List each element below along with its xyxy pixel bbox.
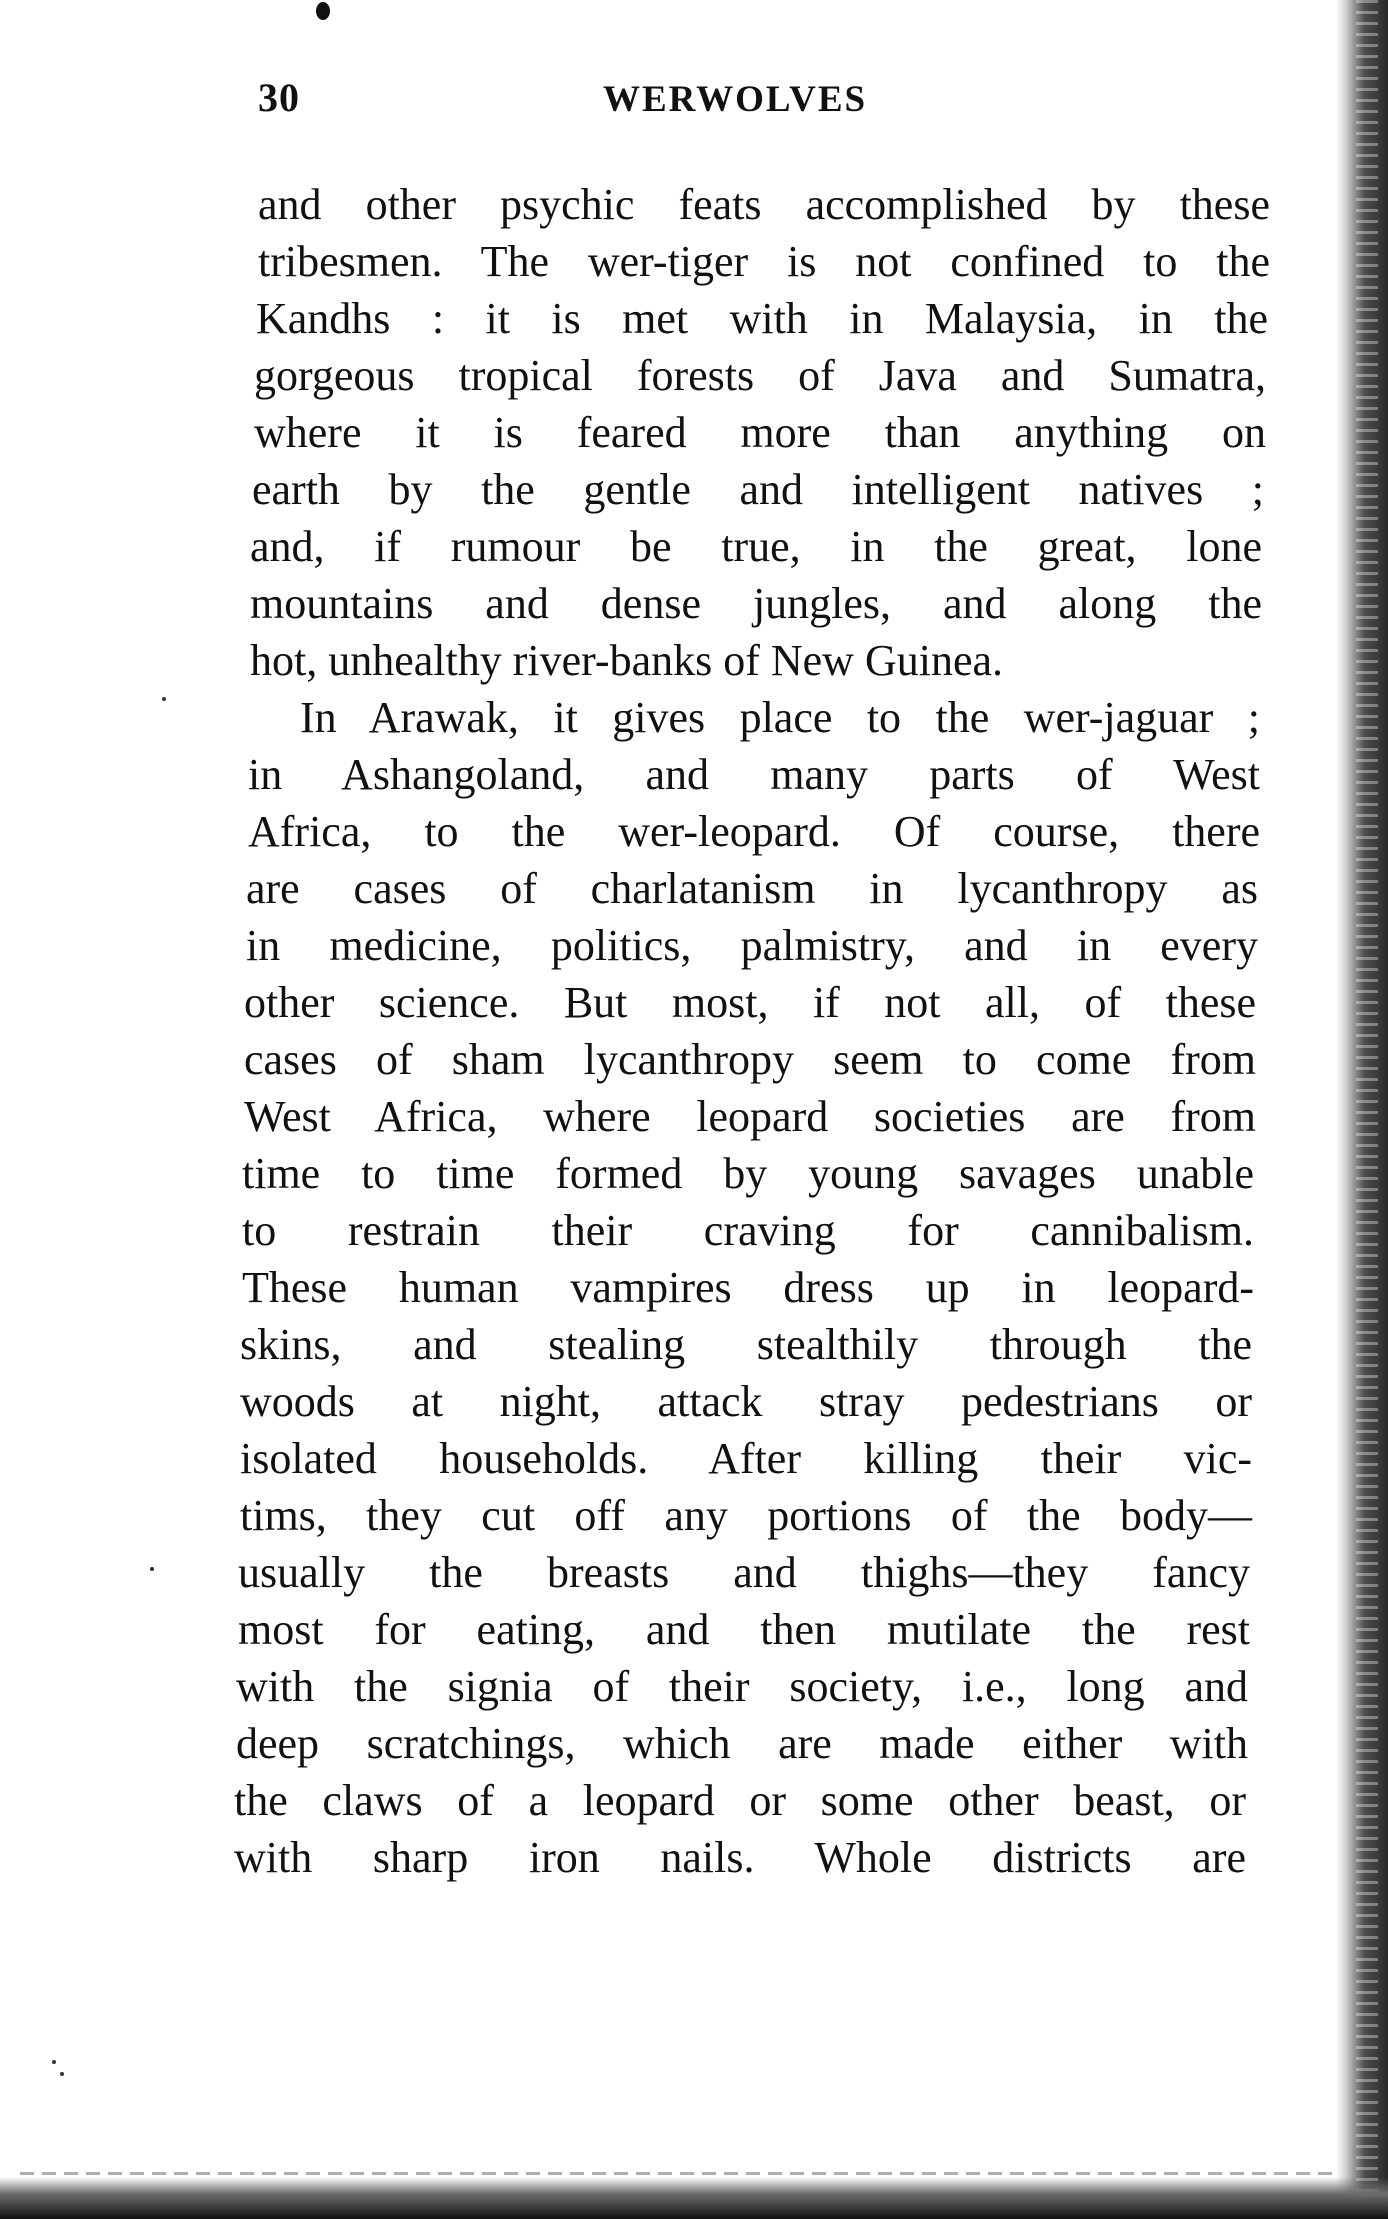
text-line: hot, unhealthy river-banks of New Guinea. — [250, 636, 1004, 685]
dust-speck — [52, 2060, 56, 2064]
bottom-scan-line — [20, 2172, 1340, 2175]
spine-texture — [1356, 0, 1378, 2219]
page-header — [258, 74, 1268, 134]
text-line: tribesmen. The wer-tiger is not confined to the — [258, 237, 1270, 286]
text-line: earth by the gentle and intelligent natives ; — [252, 465, 1264, 514]
text-line: Kandhs : it is met with in Malaysia, in the — [256, 294, 1268, 343]
text-line: isolated households. After killing their vic- — [240, 1434, 1252, 1483]
ink-blot — [316, 2, 330, 20]
text-line: Africa, to the wer-leopard. Of course, there — [248, 807, 1260, 856]
text-line: in Ashangoland, and many parts of West — [248, 750, 1260, 799]
text-line: other science. But most, if not all, of these — [244, 978, 1256, 1027]
text-line: tims, they cut off any portions of the body— — [240, 1491, 1252, 1540]
text-line: and, if rumour be true, in the great, lone — [250, 522, 1262, 571]
bottom-edge — [0, 2177, 1388, 2219]
text-line: with the signia of their society, i.e., long and — [236, 1662, 1248, 1711]
text-line: time to time formed by young savages unable — [242, 1149, 1254, 1198]
text-line: are cases of charlatanism in lycanthropy as — [246, 864, 1258, 913]
text-line: the claws of a leopard or some other beast, or — [234, 1776, 1246, 1825]
text-line: woods at night, attack stray pedestrians or — [240, 1377, 1252, 1426]
paragraph-first-line: In Arawak, it gives place to the wer-jaguar ; — [300, 693, 1260, 742]
text-line: and other psychic feats accomplished by these — [258, 180, 1270, 229]
dust-speck — [162, 697, 166, 701]
text-line: with sharp iron nails. Whole districts are — [234, 1833, 1246, 1882]
dust-speck — [150, 1567, 154, 1571]
text-line: skins, and stealing stealthily through the — [240, 1320, 1252, 1369]
text-line: deep scratchings, which are made either with — [236, 1719, 1248, 1768]
text-line: gorgeous tropical forests of Java and Sumatra, — [254, 351, 1266, 400]
text-line: These human vampires dress up in leopard- — [242, 1263, 1254, 1312]
text-line: mountains and dense jungles, and along the — [250, 579, 1262, 628]
text-line: most for eating, and then mutilate the rest — [238, 1605, 1250, 1654]
text-line: West Africa, where leopard societies are from — [244, 1092, 1256, 1141]
text-line: where it is feared more than anything on — [254, 408, 1266, 457]
text-line: usually the breasts and thighs—they fancy — [238, 1548, 1250, 1597]
text-line: in medicine, politics, palmistry, and in every — [246, 921, 1258, 970]
running-head: WERWOLVES — [603, 79, 868, 120]
dust-speck — [60, 2072, 64, 2076]
page-number: 30 — [258, 75, 300, 120]
text-line: cases of sham lycanthropy seem to come from — [244, 1035, 1256, 1084]
body-text — [234, 176, 1270, 1886]
text-line: to restrain their craving for cannibalism. — [242, 1206, 1254, 1255]
